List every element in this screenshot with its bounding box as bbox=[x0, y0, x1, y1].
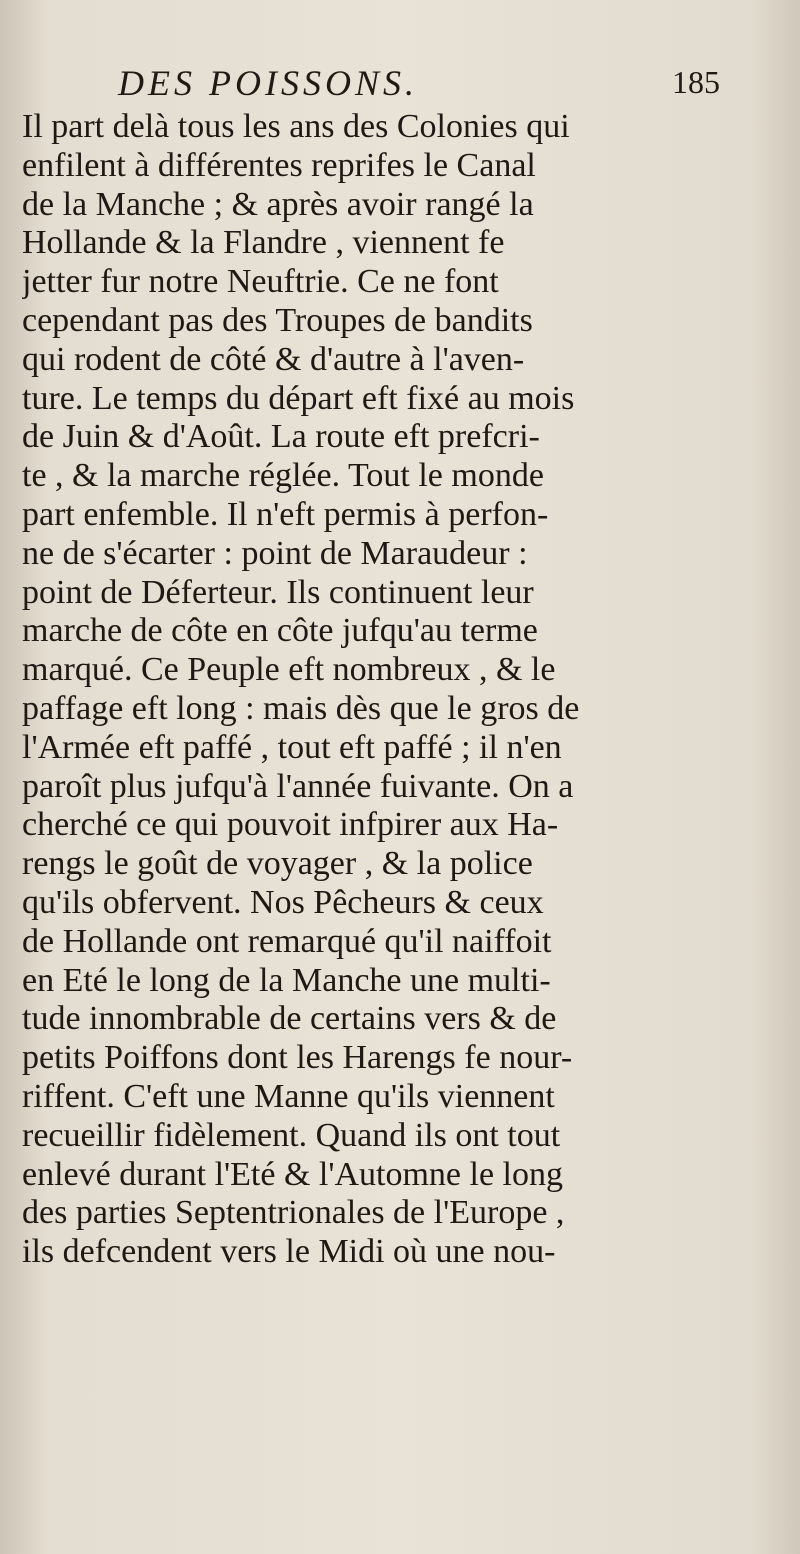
text-line: Hollande & la Flandre , viennent fe bbox=[22, 224, 505, 262]
text-line: ne de s'écarter : point de Maraudeur : bbox=[22, 534, 528, 572]
text-line: de Juin & d'Août. La route eft prefcri- bbox=[22, 418, 540, 456]
body-text bbox=[22, 108, 792, 1272]
text-line: paffage eft long : mais dès que le gros de bbox=[22, 689, 580, 727]
text-line: te , & la marche réglée. Tout le monde bbox=[22, 457, 544, 495]
text-line: l'Armée eft paffé , tout eft paffé ; il n'en bbox=[22, 728, 562, 766]
page-number: 185 bbox=[672, 64, 720, 100]
text-line: riffent. C'eft une Manne qu'ils viennent bbox=[22, 1077, 555, 1115]
running-title: DES POISSONS. bbox=[118, 63, 418, 103]
text-line: enfilent à différentes reprifes le Canal bbox=[22, 146, 536, 184]
text-line: recueillir fidèlement. Quand ils ont tout bbox=[22, 1116, 561, 1154]
text-line: enlevé durant l'Eté & l'Automne le long bbox=[22, 1155, 563, 1193]
text-line: ils defcendent vers le Midi où une nou- bbox=[22, 1233, 556, 1271]
text-line: part enfemble. Il n'eft permis à perfon- bbox=[22, 495, 549, 533]
running-head bbox=[0, 62, 800, 108]
text-line: marche de côte en côte jufqu'au terme bbox=[22, 612, 538, 650]
text-line: de Hollande ont remarqué qu'il naiffoit bbox=[22, 922, 552, 960]
text-line: rengs le goût de voyager , & la police bbox=[22, 845, 533, 883]
text-line: ture. Le temps du départ eft fixé au mois bbox=[22, 379, 575, 417]
text-line: des parties Septentrionales de l'Europe , bbox=[22, 1194, 565, 1232]
text-line: de la Manche ; & après avoir rangé la bbox=[22, 185, 534, 223]
text-line: qu'ils obfervent. Nos Pêcheurs & ceux bbox=[22, 883, 544, 921]
text-line: cependant pas des Troupes de bandits bbox=[22, 301, 533, 339]
text-line: qui rodent de côté & d'autre à l'aven- bbox=[22, 340, 525, 378]
text-line: Il part delà tous les ans des Colonies qui bbox=[22, 108, 570, 145]
text-line: petits Poiffons dont les Harengs fe nour- bbox=[22, 1039, 573, 1077]
text-line: marqué. Ce Peuple eft nombreux , & le bbox=[22, 651, 556, 689]
text-line: cherché ce qui pouvoit infpirer aux Ha- bbox=[22, 806, 559, 844]
text-line: paroît plus jufqu'à l'année fuivante. On a bbox=[22, 767, 574, 805]
text-line: en Eté le long de la Manche une multi- bbox=[22, 961, 551, 999]
text-line: point de Déferteur. Ils continuent leur bbox=[22, 573, 534, 611]
text-line: tude innombrable de certains vers & de bbox=[22, 1000, 557, 1038]
text-line: jetter fur notre Neuftrie. Ce ne font bbox=[22, 263, 499, 301]
